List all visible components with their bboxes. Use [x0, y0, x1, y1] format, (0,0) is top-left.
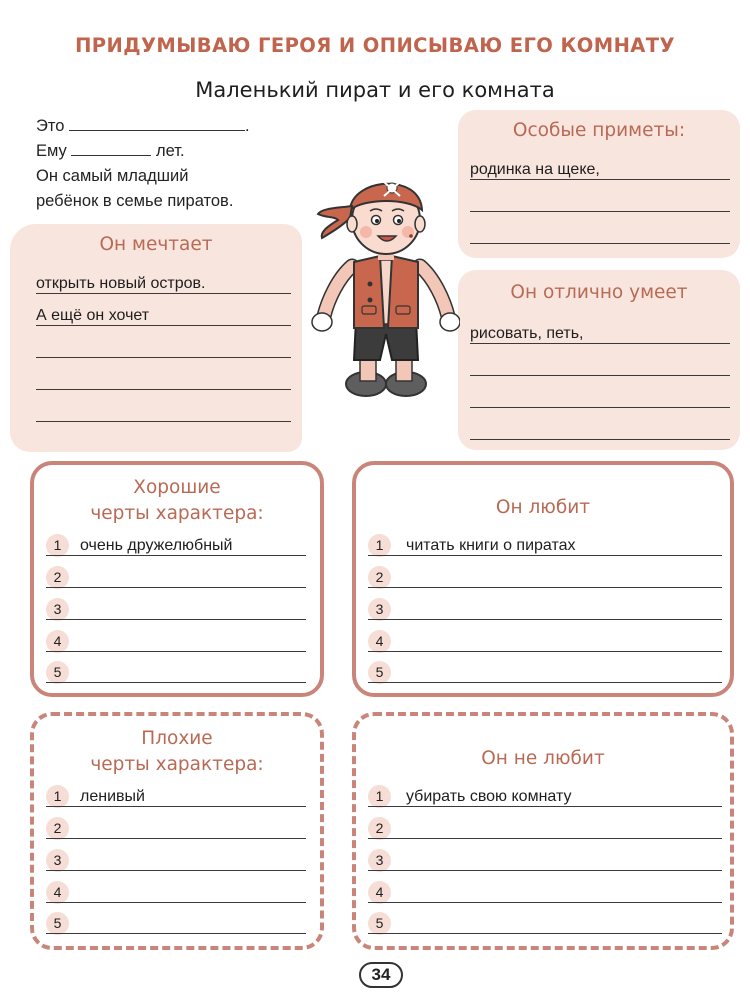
list-number: 3 — [46, 598, 69, 621]
good-traits-frame — [30, 461, 324, 697]
list-number: 2 — [46, 817, 69, 840]
good-trait-line-1[interactable]: очень дружелюбный — [46, 536, 306, 556]
features-title: Особые приметы: — [512, 120, 686, 141]
skills-line-1[interactable]: рисовать, петь, — [470, 324, 730, 344]
skills-title: Он отлично умеет — [510, 282, 688, 303]
list-number: 4 — [46, 881, 69, 904]
good-trait-line-3[interactable] — [46, 600, 306, 620]
likes-title: Он любит — [495, 497, 591, 518]
dreams-title: Он мечтает — [99, 234, 213, 255]
name-field[interactable] — [69, 114, 245, 131]
dreams-line-5[interactable] — [36, 402, 291, 422]
likes-line-4[interactable] — [368, 632, 722, 652]
intro-name-label: Это — [36, 117, 65, 135]
dislikes-title: Он не любит — [481, 748, 605, 769]
good-traits-title-line2: черты характера: — [90, 503, 264, 524]
bad-trait-line-1[interactable]: ленивый — [46, 787, 306, 807]
intro-line-4: ребёнок в семье пиратов. — [36, 192, 234, 210]
list-number: 3 — [368, 849, 391, 872]
list-number: 1 — [368, 785, 391, 808]
skills-line-3[interactable] — [470, 388, 730, 408]
intro-name-suffix: . — [245, 117, 250, 135]
good-trait-line-5[interactable] — [46, 663, 306, 683]
likes-line-3[interactable] — [368, 600, 722, 620]
intro-age-suffix: лет. — [155, 142, 185, 160]
age-field[interactable] — [71, 139, 151, 156]
page-heading: ПРИДУМЫВАЮ ГЕРОЯ И ОПИСЫВАЮ ЕГО КОМНАТУ — [75, 34, 675, 57]
page-subtitle: Маленький пират и его комната — [195, 78, 555, 102]
likes-line-5[interactable] — [368, 663, 722, 683]
list-number: 5 — [46, 912, 69, 935]
dislikes-line-5[interactable] — [368, 914, 722, 934]
bad-traits-title-line1: Плохие — [141, 728, 213, 749]
dreams-line-2[interactable]: А ещё он хочет — [36, 306, 291, 326]
list-number: 2 — [368, 817, 391, 840]
features-box — [458, 110, 740, 258]
good-trait-line-2[interactable] — [46, 568, 306, 588]
intro-age-label: Ему — [36, 142, 67, 160]
bad-trait-line-2[interactable] — [46, 819, 306, 839]
list-number: 4 — [368, 630, 391, 653]
bad-trait-line-5[interactable] — [46, 914, 306, 934]
list-number: 3 — [46, 849, 69, 872]
list-number: 2 — [368, 566, 391, 589]
list-number: 1 — [46, 534, 69, 557]
list-number: 4 — [46, 630, 69, 653]
dreams-line-1[interactable]: открыть новый остров. — [36, 274, 291, 294]
bad-traits-title-line2: черты характера: — [90, 754, 264, 775]
features-line-2[interactable] — [470, 192, 730, 212]
dreams-line-4[interactable] — [36, 370, 291, 390]
list-number: 2 — [46, 566, 69, 589]
bad-trait-line-3[interactable] — [46, 851, 306, 871]
likes-line-2[interactable] — [368, 568, 722, 588]
good-traits-title-line1: Хорошие — [133, 477, 221, 498]
dislikes-line-2[interactable] — [368, 819, 722, 839]
list-number: 1 — [46, 785, 69, 808]
list-number: 5 — [368, 912, 391, 935]
likes-frame — [352, 461, 734, 697]
list-number: 1 — [368, 534, 391, 557]
list-number: 4 — [368, 881, 391, 904]
skills-line-4[interactable] — [470, 420, 730, 440]
dislikes-line-3[interactable] — [368, 851, 722, 871]
features-line-1[interactable]: родинка на щеке, — [470, 160, 730, 180]
dreams-line-3[interactable] — [36, 338, 291, 358]
skills-line-2[interactable] — [470, 356, 730, 376]
pirate-boy-illustration — [300, 148, 460, 408]
features-line-3[interactable] — [470, 224, 730, 244]
page-number: 34 — [359, 962, 403, 988]
intro-block — [36, 114, 298, 214]
likes-line-1[interactable]: читать книги о пиратах — [368, 536, 722, 556]
dislikes-line-4[interactable] — [368, 883, 722, 903]
dreams-box — [10, 224, 302, 452]
list-number: 5 — [46, 661, 69, 684]
dislikes-frame — [352, 712, 734, 950]
list-number: 3 — [368, 598, 391, 621]
bad-traits-frame — [30, 712, 324, 950]
bad-trait-line-4[interactable] — [46, 883, 306, 903]
intro-line-3: Он самый младший — [36, 167, 189, 185]
skills-box — [458, 270, 740, 450]
good-trait-line-4[interactable] — [46, 632, 306, 652]
list-number: 5 — [368, 661, 391, 684]
dislikes-line-1[interactable]: убирать свою комнату — [368, 787, 722, 807]
